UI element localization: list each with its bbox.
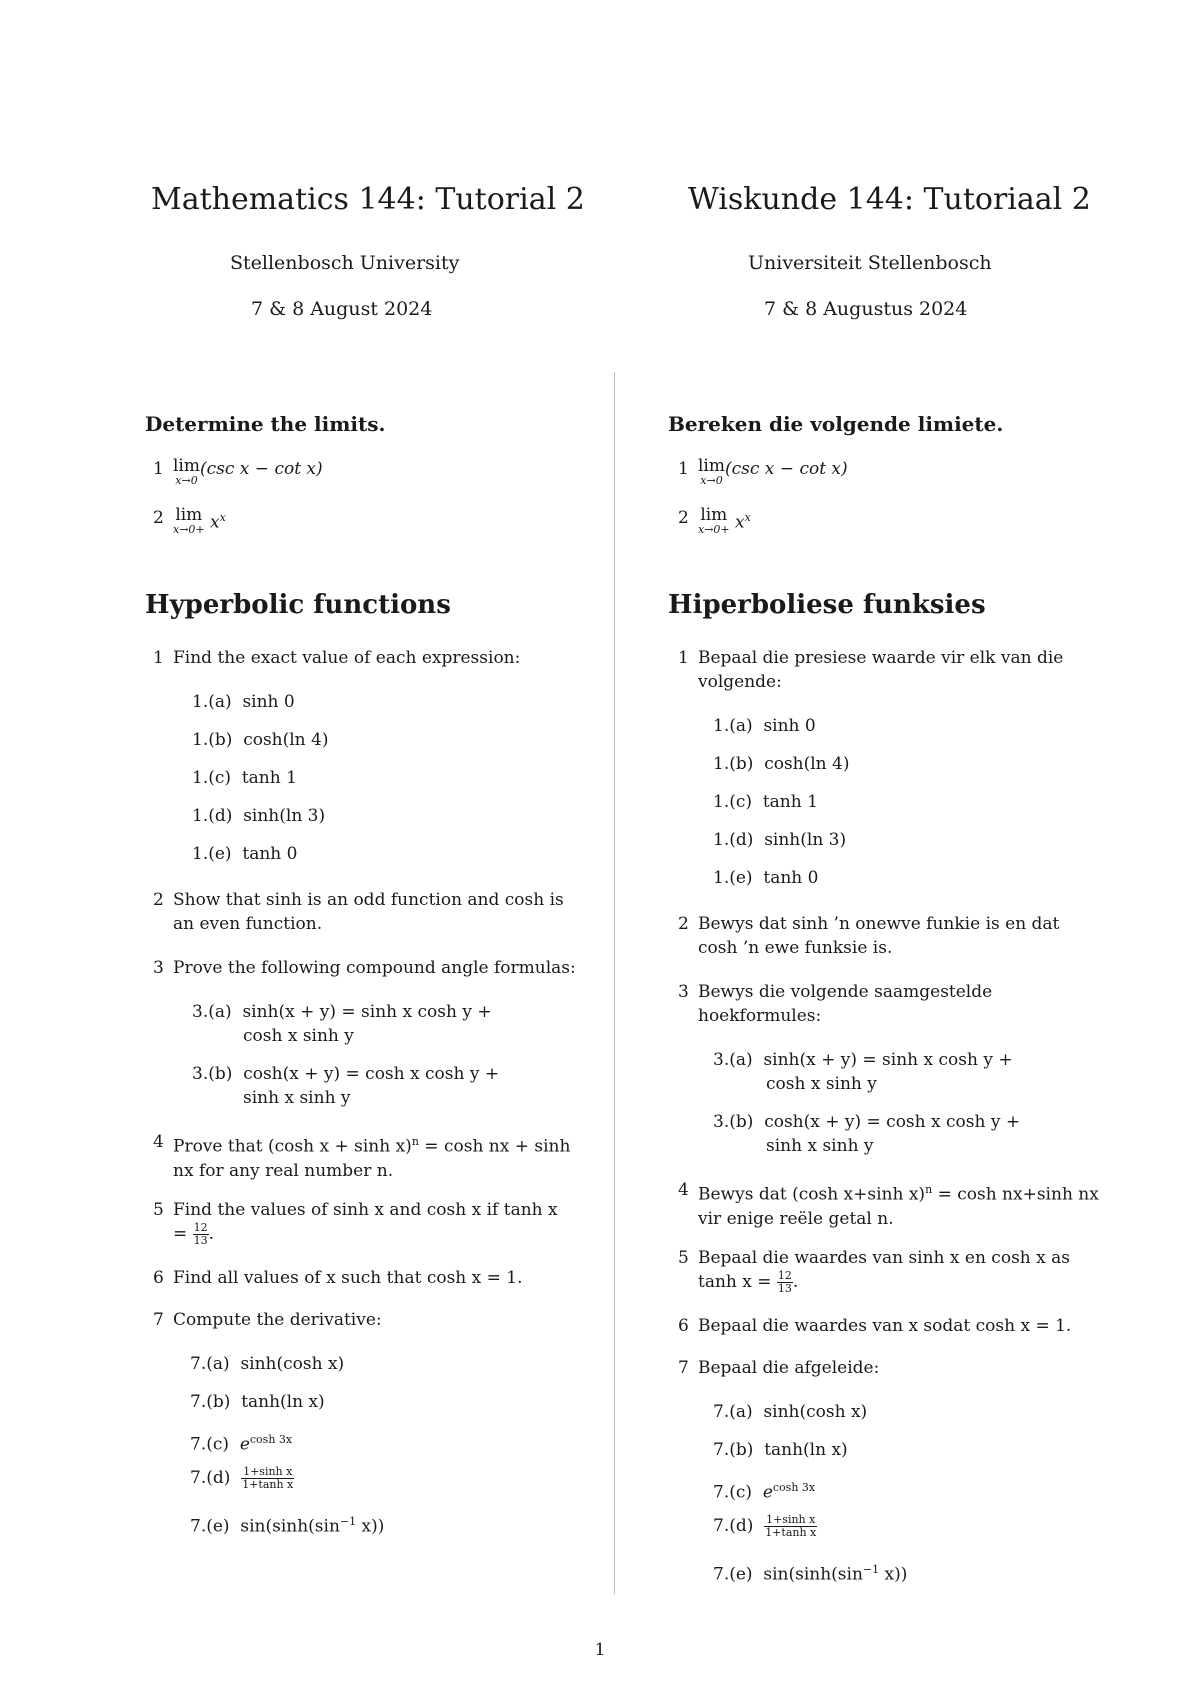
fraction-numerator: 1+sinh x xyxy=(766,1513,816,1526)
sub-label: 7.(e) xyxy=(713,1564,753,1585)
page-title: Mathematics 144: Tutorial 2 xyxy=(151,182,585,217)
sub-expr-end: x)) xyxy=(356,1516,385,1537)
fraction xyxy=(764,1514,817,1539)
sub-expr: sinh(cosh x) xyxy=(763,1402,868,1422)
lim-exponent: x xyxy=(219,511,226,524)
sub-label: 3.(b) xyxy=(713,1112,754,1132)
fraction xyxy=(193,1222,209,1247)
sub-item xyxy=(713,1400,867,1424)
sub-item xyxy=(713,828,846,852)
sub-label: 3.(a) xyxy=(713,1050,753,1070)
item-number: 3 xyxy=(153,958,164,978)
sub-item xyxy=(713,866,818,890)
sub-expr: sinh(ln 3) xyxy=(243,806,326,826)
sub-label: 7.(c) xyxy=(190,1434,230,1455)
sub-exponent: cosh 3x xyxy=(772,1481,816,1494)
item-number: 6 xyxy=(153,1268,164,1288)
limit-expression xyxy=(173,457,323,486)
sub-label: 7.(a) xyxy=(713,1402,753,1422)
fraction xyxy=(241,1466,294,1491)
limits-heading: Bereken die volgende limiete. xyxy=(668,412,1004,436)
sub-item xyxy=(713,1476,815,1505)
sub-expr: cosh(ln 4) xyxy=(764,754,850,774)
question-text: Find the values of sinh x and cosh x if tanh x = $\frac{12}{13}$ . xyxy=(173,1200,558,1247)
sub-item-cont: sinh x sinh y xyxy=(243,1088,351,1108)
date: 7 & 8 Augustus 2024 xyxy=(764,298,968,320)
question-text: Find all values of x such that cosh x = 1. xyxy=(173,1268,523,1288)
question-text: Prove the following compound angle formulas: xyxy=(173,958,576,978)
sub-label: 7.(a) xyxy=(190,1354,230,1374)
lim-body: (csc x − cot x) xyxy=(725,459,848,479)
sub-exponent: −1 xyxy=(339,1515,357,1528)
sub-item xyxy=(713,1514,817,1539)
sub-expr: sin(sinh(sin xyxy=(240,1516,340,1537)
item-number: 1 xyxy=(153,459,164,479)
sub-expr: tanh(ln x) xyxy=(764,1440,848,1460)
lim-subscript: x→0+ xyxy=(698,523,730,536)
sub-expr: sinh(cosh x) xyxy=(240,1354,345,1374)
fraction-denominator: 1+tanh x xyxy=(242,1478,294,1491)
fraction-denominator: 1+tanh x xyxy=(765,1526,817,1539)
sub-item xyxy=(192,728,329,752)
sub-label: 7.(b) xyxy=(190,1392,231,1412)
sub-item-cont: sinh x sinh y xyxy=(766,1136,874,1156)
sub-item xyxy=(192,842,297,866)
question-text: Show that sinh is an odd function and cosh is an even function. xyxy=(173,890,564,934)
sub-expr: tanh 0 xyxy=(242,844,298,864)
sub-label: 7.(e) xyxy=(190,1516,230,1537)
sub-label: 7.(d) xyxy=(713,1516,754,1536)
question-text: Bepaal die presiese waarde vir elk van die volgende: xyxy=(698,648,1064,692)
item-number: 1 xyxy=(678,459,689,479)
limit-expression xyxy=(698,457,848,486)
q4-part-b: = cosh nx+sinh nx vir enige reële getal n. xyxy=(698,1184,1099,1229)
item-number: 5 xyxy=(678,1248,689,1268)
item-number: 2 xyxy=(153,508,164,528)
question-text xyxy=(698,1178,1108,1231)
sub-item xyxy=(192,690,295,714)
sub-label: 1.(d) xyxy=(192,806,233,826)
lim-body: x xyxy=(735,512,745,533)
fraction-denominator: 13 xyxy=(777,1282,792,1295)
sub-label: 3.(b) xyxy=(192,1064,233,1084)
lim-word: lim xyxy=(173,456,200,476)
sub-item xyxy=(713,790,818,814)
sub-item xyxy=(713,1110,1020,1134)
q4-exponent: n xyxy=(411,1135,419,1148)
sub-label: 1.(d) xyxy=(713,830,754,850)
q4-part-a: Prove that (cosh x + sinh x) xyxy=(173,1136,412,1157)
fraction-denominator: 13 xyxy=(193,1234,208,1247)
sub-item-cont: cosh x sinh y xyxy=(243,1026,354,1046)
item-number: 4 xyxy=(153,1132,164,1152)
question-text: Compute the derivative: xyxy=(173,1310,382,1330)
sub-label: 1.(e) xyxy=(192,844,232,864)
sub-label: 3.(a) xyxy=(192,1002,232,1022)
sub-expr: sinh(x + y) = sinh x cosh y + xyxy=(242,1002,492,1022)
item-number: 2 xyxy=(678,914,689,934)
sub-label: 1.(a) xyxy=(192,692,232,712)
page-title: Wiskunde 144: Tutoriaal 2 xyxy=(688,182,1091,217)
sub-expr: sin(sinh(sin xyxy=(763,1564,863,1585)
sub-label: 1.(e) xyxy=(713,868,753,888)
sub-expr: cosh(x + y) = cosh x cosh y + xyxy=(243,1064,500,1084)
sub-expr: sinh(x + y) = sinh x cosh y + xyxy=(763,1050,1013,1070)
sub-label: 1.(b) xyxy=(713,754,754,774)
question-text: Bepaal die waardes van x sodat cosh x = 1. xyxy=(698,1316,1072,1336)
sub-item xyxy=(713,714,816,738)
sub-item xyxy=(713,1048,1013,1072)
limits-heading: Determine the limits. xyxy=(145,412,386,436)
sub-item xyxy=(192,1000,492,1024)
sub-item xyxy=(190,1352,344,1376)
date: 7 & 8 August 2024 xyxy=(251,298,433,320)
sub-expr: sinh 0 xyxy=(763,716,816,736)
sub-exponent: −1 xyxy=(862,1563,880,1576)
sub-expr: tanh 1 xyxy=(762,792,818,812)
sub-label: 1.(c) xyxy=(192,768,232,788)
item-number: 1 xyxy=(153,648,164,668)
sub-label: 1.(b) xyxy=(192,730,233,750)
sub-expr: cosh(ln 4) xyxy=(243,730,329,750)
sub-label: 7.(d) xyxy=(190,1468,231,1488)
fraction xyxy=(777,1270,793,1295)
item-number: 2 xyxy=(153,890,164,910)
sub-expr: tanh 0 xyxy=(763,868,819,888)
sub-item xyxy=(190,1510,384,1539)
item-number: 1 xyxy=(678,648,689,668)
sub-expr: cosh(x + y) = cosh x cosh y + xyxy=(764,1112,1021,1132)
sub-item xyxy=(190,1390,325,1414)
sub-expr: tanh 1 xyxy=(241,768,297,788)
lim-body: x xyxy=(210,512,220,533)
sub-label: 1.(a) xyxy=(713,716,753,736)
sub-expr-end: x)) xyxy=(879,1564,908,1585)
sub-label: 7.(c) xyxy=(713,1482,753,1503)
item-number: 4 xyxy=(678,1180,689,1200)
question-text: Bewys dat sinh ’n onewve funkie is en dat cosh ’n ewe funksie is. xyxy=(698,914,1060,958)
item-number: 7 xyxy=(153,1310,164,1330)
q5-text: Find the values of sinh x and cosh x if tanh x = xyxy=(173,1200,558,1244)
question-text: Bepaal die afgeleide: xyxy=(698,1358,880,1378)
fraction-numerator: 12 xyxy=(777,1269,792,1282)
lim-subscript: x→0+ xyxy=(173,523,205,536)
university: Stellenbosch University xyxy=(230,252,460,274)
question-text: Bewys die volgende saamgestelde hoekformules: xyxy=(698,982,993,1026)
page-number: 1 xyxy=(594,1640,606,1660)
sub-item xyxy=(713,752,850,776)
lim-word: lim xyxy=(175,505,203,525)
section-heading: Hyperbolic functions xyxy=(145,590,451,620)
item-number: 7 xyxy=(678,1358,689,1378)
sub-item-cont: cosh x sinh y xyxy=(766,1074,877,1094)
q4-part-b: = cosh nx + sinh nx for any real number n. xyxy=(173,1136,571,1181)
sub-label: 1.(c) xyxy=(713,792,753,812)
q4-part-a: Bewys dat (cosh x+sinh x) xyxy=(698,1184,926,1205)
fraction-numerator: 1+sinh x xyxy=(243,1465,293,1478)
sub-expr: sinh(ln 3) xyxy=(764,830,847,850)
fraction-numerator: 12 xyxy=(193,1221,208,1234)
lim-exponent: x xyxy=(744,511,751,524)
lim-subscript: x→0 xyxy=(175,474,198,487)
limit-expression xyxy=(173,506,226,535)
university: Universiteit Stellenbosch xyxy=(748,252,992,274)
q4-exponent: n xyxy=(925,1183,933,1196)
column-divider xyxy=(614,372,615,1594)
sub-item xyxy=(192,1062,499,1086)
lim-word: lim xyxy=(698,456,725,476)
question-text: Find the exact value of each expression: xyxy=(173,648,521,668)
sub-expr: e xyxy=(762,1482,773,1503)
limit-expression xyxy=(698,506,751,535)
sub-exponent: cosh 3x xyxy=(249,1433,293,1446)
question-text xyxy=(173,1130,573,1183)
sub-item xyxy=(190,1466,294,1491)
sub-item xyxy=(190,1428,292,1457)
lim-word: lim xyxy=(700,505,728,525)
sub-expr: tanh(ln x) xyxy=(241,1392,325,1412)
sub-item xyxy=(192,804,325,828)
section-heading: Hiperboliese funksies xyxy=(668,590,986,620)
sub-item xyxy=(713,1558,907,1587)
item-number: 2 xyxy=(678,508,689,528)
lim-subscript: x→0 xyxy=(700,474,723,487)
sub-expr: sinh 0 xyxy=(242,692,295,712)
sub-expr: e xyxy=(239,1434,250,1455)
item-number: 3 xyxy=(678,982,689,1002)
q5-text: Bepaal die waardes van sinh x en cosh x as tanh x = xyxy=(698,1248,1070,1292)
question-text: Bepaal die waardes van sinh x en cosh x as tanh x = $\frac{12}{13}$ . xyxy=(698,1248,1070,1295)
sub-item xyxy=(192,766,297,790)
item-number: 5 xyxy=(153,1200,164,1220)
item-number: 6 xyxy=(678,1316,689,1336)
sub-item xyxy=(713,1438,848,1462)
sub-label: 7.(b) xyxy=(713,1440,754,1460)
lim-body: (csc x − cot x) xyxy=(200,459,323,479)
